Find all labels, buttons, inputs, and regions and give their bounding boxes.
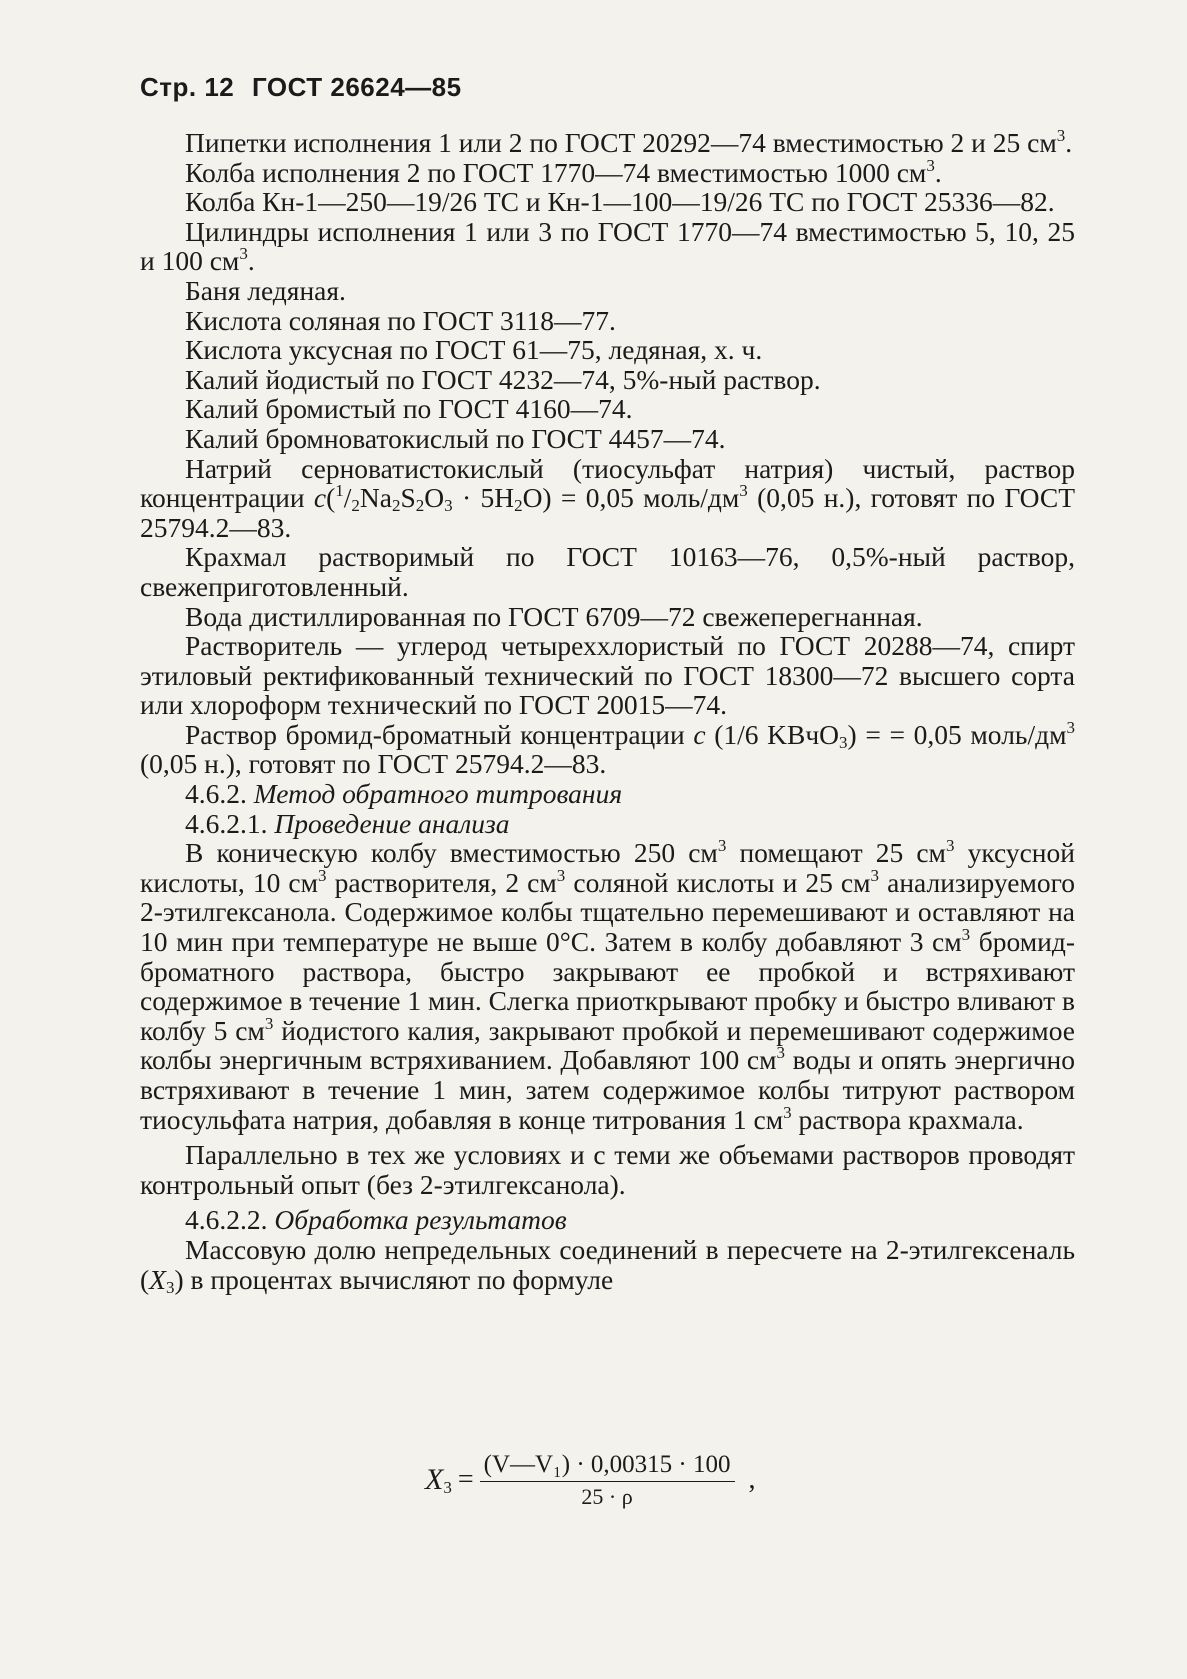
standard-number: ГОСТ 26624—85 <box>252 72 462 102</box>
paragraph-flask-1000: Колба исполнения 2 по ГОСТ 1770—74 вместимостью 1000 $см^3$. <box>185 155 942 188</box>
section-heading-4-6-2-1: 4.6.2.1. Проведение анализа <box>185 807 510 839</box>
paragraph-thiosulfate: Натрий серноватистокислый (тиосульфат натрия) чистый, раствор концентрации $c(^1/_2Na_2S_2O_3 \cdot 5H_2O) = 0,05$ моль/$дм^3$ (0,05 н.), готовят по ГОСТ 25794.2—83. <box>140 452 1075 543</box>
paragraph-acetic-acid: Кислота уксусная по ГОСТ 61—75, ледяная, х. ч. <box>185 334 763 366</box>
formula-numerator: (V—V₁) · 0,00315 · 100 <box>480 1451 735 1482</box>
formula-denominator: 25 · ρ <box>581 1483 633 1509</box>
paragraph-control-test: Параллельно в тех же условиях и с теми же объемами растворов проводят контрольный опыт (без 2-этилгексанола). <box>140 1139 1075 1200</box>
paragraph-hydrochloric-acid: Кислота соляная по ГОСТ 3118—77. <box>185 304 616 336</box>
paragraph-pipettes: Пипетки исполнения 1 или 2 по ГОСТ 20292—74 вместимостью 2 и 25 $см^3$. <box>185 126 1073 158</box>
paragraph-potassium-bromide: Калий бромистый по ГОСТ 4160—74. <box>185 393 633 425</box>
paragraph-ice-bath: Баня ледяная. <box>185 274 346 306</box>
paragraph-cylinders: Цилиндры исполнения 1 или 3 по ГОСТ 1770—74 вместимостью 5, 10, 25 и 100 $см^3$. <box>140 215 1075 277</box>
formula-equals: = <box>457 1464 474 1495</box>
paragraph-formula-intro: Массовую долю непредельных соединений в пересчете на 2-этилгексеналь $(X_3)$ в процентах вычисляют по формуле <box>140 1233 1075 1297</box>
formula-fraction <box>480 1451 735 1510</box>
paragraph-potassium-iodide: Калий йодистый по ГОСТ 4232—74, 5%-ный раствор. <box>185 363 821 395</box>
paragraph-water: Вода дистиллированная по ГОСТ 6709—72 свежеперегнанная. <box>185 600 923 632</box>
document-body <box>140 126 1075 1297</box>
formula-lhs: $X_3$ <box>425 1463 452 1497</box>
paragraph-potassium-bromate: Калий бромноватокислый по ГОСТ 4457—74. <box>185 422 726 454</box>
page-header <box>140 72 472 103</box>
paragraph-solvent: Растворитель — углерод четыреххлористый по ГОСТ 20288—74, спирт этиловый ректификованный технический по ГОСТ 18300—72 высшего сорта или хлороформ технический по ГОСТ 20015—74. <box>140 630 1075 721</box>
section-heading-4-6-2: 4.6.2. Метод обратного титрования <box>185 778 623 810</box>
paragraph-starch: Крахмал растворимый по ГОСТ 10163—76, 0,5%-ный раствор, свежеприготовленный. <box>140 541 1075 602</box>
paragraph-procedure: В коническую колбу вместимостью 250 $см^3$ помещают 25 $см^3$ уксусной кислоты, 10 $см^3$ растворителя, 2 $см^3$ соляной кислоты и 25 $см^3$ анализируемого 2-этилгексанола. Содержимое колбы тщательно перемешивают и оставляют на 10 мин при температуре не выше 0°С. Затем в колбу добавляют 3 $см^3$ бромид-броматного раствора, быстро закрывают ее пробкой и встряхивают содержимое в течение 1 мин. Слегка приоткрывают пробку и быстро вливают в колбу 5 $см^3$ йодистого калия, закрывают пробкой и перемешивают содержимое колбы энергичным встряхиванием. Добавляют 100 $см^3$ воды и опять энергично встряхивают в течение 1 мин, затем содержимое колбы титруют раствором тиосульфата натрия, добавляя в конце титрования 1 $см^3$ раствора крахмала. <box>140 836 1075 1135</box>
formula-x3 <box>425 1445 756 1515</box>
section-heading-4-6-2-2: 4.6.2.2. Обработка результатов <box>185 1204 567 1236</box>
paragraph-bromide-bromate: Раствор бромид-броматный концентрации c (1/6 KBчO$_3$) = = 0,05 моль/$дм^3$ (0,05 н.), готовят по ГОСТ 25794.2—83. <box>140 717 1075 780</box>
paragraph-flask-kn: Колба Кн-1—250—19/26 ТС и Кн-1—100—19/26 ТС по ГОСТ 25336—82. <box>185 186 1055 218</box>
page-number: Стр. 12 <box>140 72 235 102</box>
formula-comma: , <box>748 1464 756 1495</box>
